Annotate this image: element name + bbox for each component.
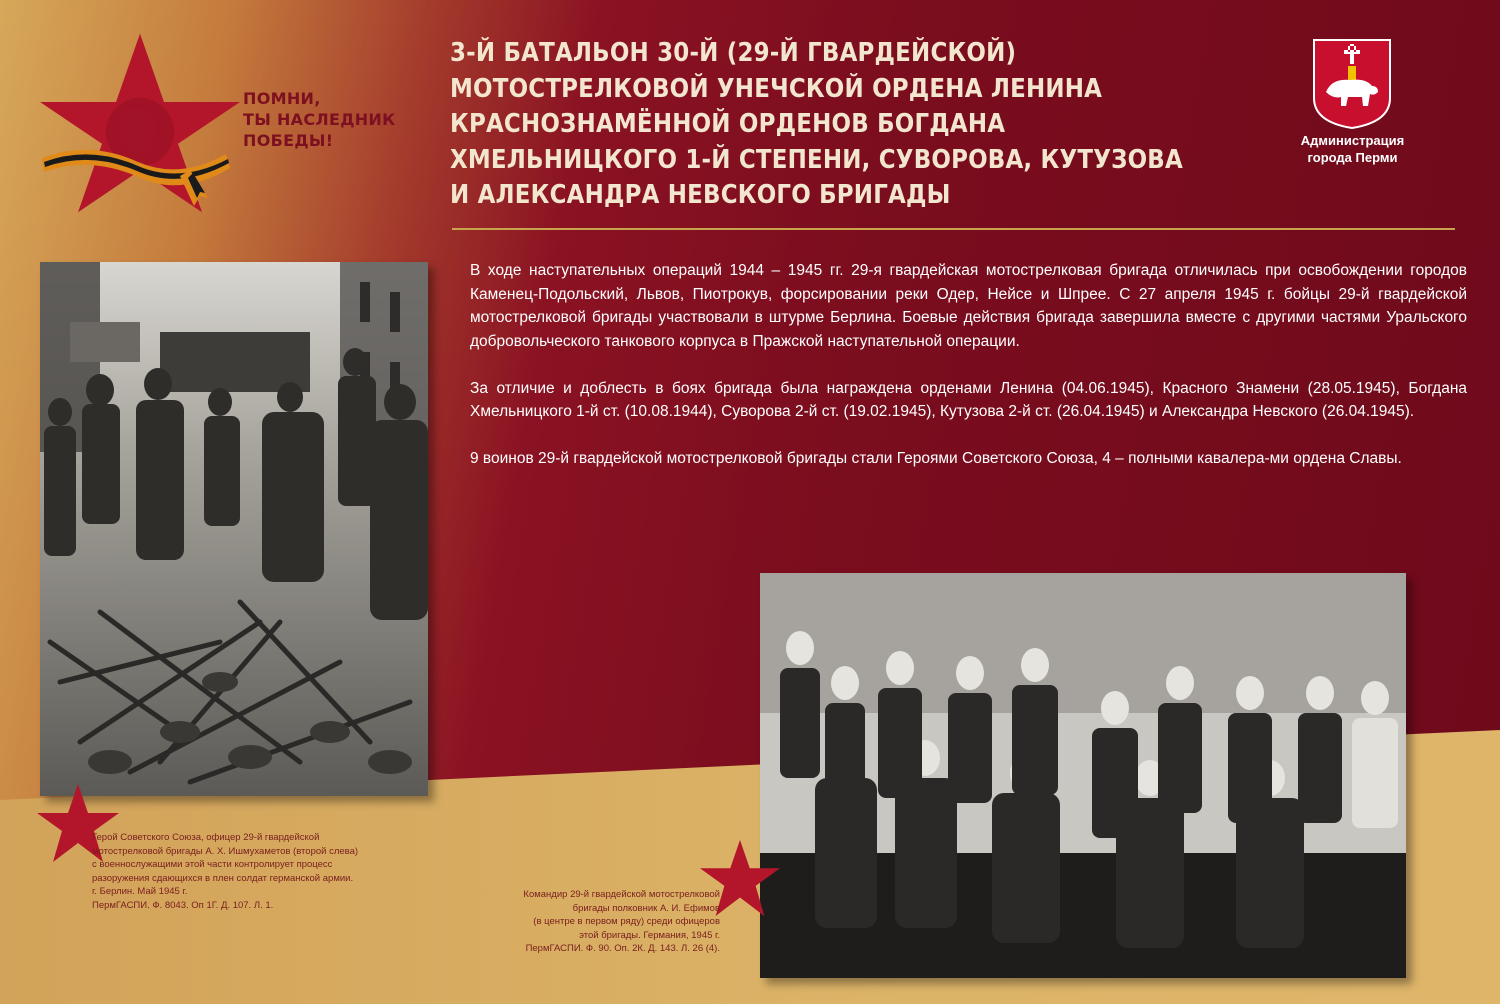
- caption-line: ПермГАСПИ. Ф. 90. Оп. 2К. Д. 143. Л. 26 (4).: [525, 943, 720, 954]
- red-star-icon: [40, 30, 240, 220]
- caption-line: ПермГАСПИ. Ф. 8043. Оп 1Г. Д. 107. Л. 1.: [92, 899, 274, 911]
- paragraph: За отличие и доблесть в боях бригада была награждена орденами Ленина (04.06.1945), Красного Знамени (28.05.1945), Богдана Хмельницкого 1-й ст. (10.08.1944), Суворова 2-й ст. (19.02.1945), Кутузова 2-й ст. (26.04.1945) и Александра Невского (26.04.1945).: [470, 379, 1467, 420]
- photo-caption: [92, 831, 422, 912]
- photo-caption: [470, 888, 720, 956]
- body-text: [470, 259, 1467, 494]
- caption-line: этой бригады. Германия, 1945 г.: [579, 929, 720, 941]
- caption-line: Командир 29-й гвардейской мотострелковой: [523, 889, 720, 900]
- slogan: [243, 88, 396, 151]
- caption-line: г. Берлин. Май 1945 г.: [92, 886, 188, 897]
- admin-line: города Перми: [1307, 150, 1398, 165]
- title-line: ХМЕЛЬНИЦКОГО 1-Й СТЕПЕНИ, СУВОРОВА, КУТУЗОВА: [450, 144, 1183, 175]
- page-title: [450, 36, 1290, 214]
- title-line: И АЛЕКСАНДРА НЕВСКОГО БРИГАДЫ: [450, 180, 951, 210]
- caption-line: Герой Советского Союза, офицер 29-й гвардейской: [92, 832, 320, 843]
- slogan-line: ТЫ НАСЛЕДНИК: [243, 110, 396, 129]
- caption-line: бригады полковник А. И. Ефимов: [572, 902, 720, 914]
- caption-line: (в центре в первом ряду) среди офицеров: [533, 916, 720, 927]
- caption-line: разоружения сдающихся в плен солдат германской армии.: [92, 872, 354, 884]
- perm-coat-of-arms-icon: [1312, 38, 1392, 130]
- paragraph: 9 воинов 29-й гвардейской мотострелковой бригады стали Героями Советского Союза, 4 – полными кавалера-ми ордена Славы.: [470, 450, 1402, 467]
- divider: [452, 228, 1455, 230]
- admin-line: Администрация: [1300, 133, 1405, 148]
- slogan-line: ПОМНИ,: [243, 89, 321, 108]
- caption-line: мотострелковой бригады А. Х. Ишмухаметов (второй слева): [92, 845, 359, 857]
- caption-line: с военнослужащими этой части контролирует процесс: [92, 859, 333, 870]
- title-line: КРАСНОЗНАМЁННОЙ ОРДЕНОВ БОГДАНА: [450, 109, 1006, 139]
- administration-label: [1285, 132, 1420, 166]
- title-line: 3-Й БАТАЛЬОН 30-Й (29-Й ГВАРДЕЙСКОЙ): [450, 38, 1017, 68]
- slogan-line: ПОБЕДЫ!: [243, 131, 334, 150]
- paragraph: В ходе наступательных операций 1944 – 1945 гг. 29-я гвардейская мотострелковая бригада отличилась при освобождении городов Каменец-Подольский, Львов, Пиотрокув, форсировании реки Одер, Нейсе и Шпрее. С 27 апреля 1945 г. бойцы 29-й гвардейской мотострелковой бригады участвовали в штурме Берлина. Боевые действия бригада завершила вместе с другими частями Уральского добровольческого танкового корпуса в Пражской наступательной операции.: [470, 262, 1467, 350]
- title-line: МОТОСТРЕЛКОВОЙ УНЕЧСКОЙ ОРДЕНА ЛЕНИНА: [450, 73, 1103, 104]
- photo-officers-group: [760, 573, 1406, 978]
- photo-berlin-surrender: [40, 262, 428, 796]
